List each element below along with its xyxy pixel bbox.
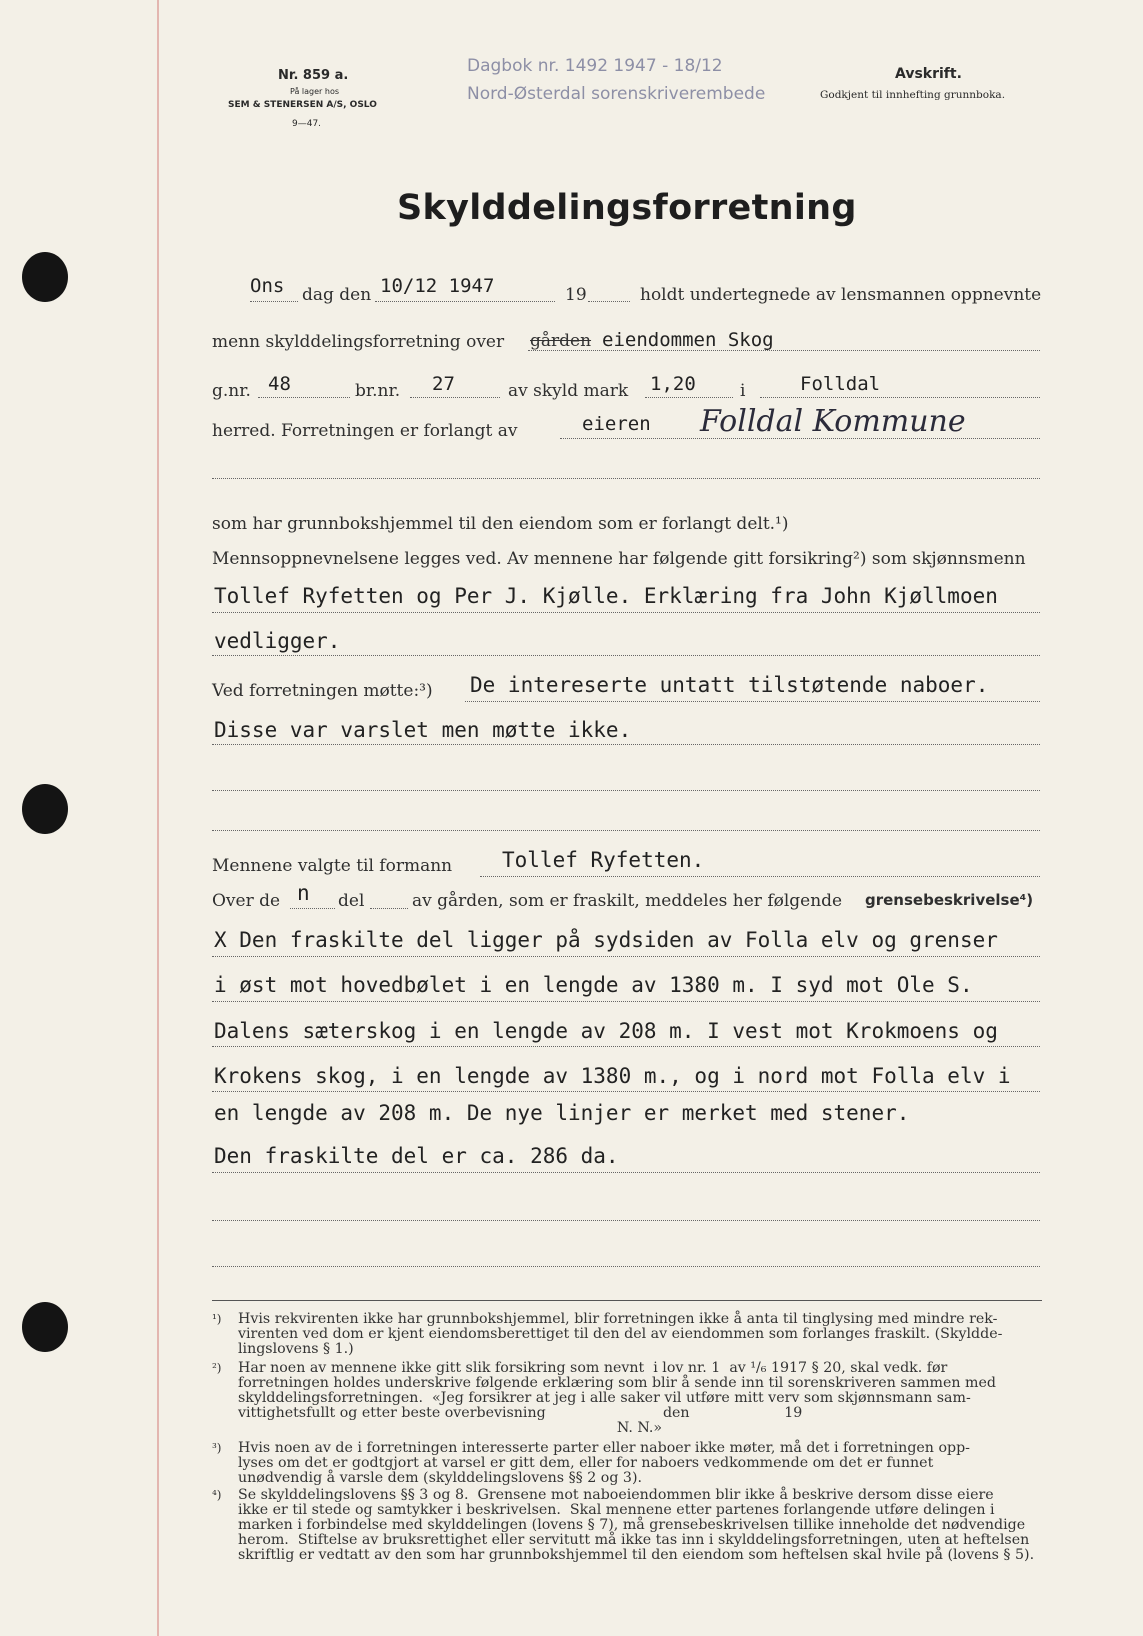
punch-hole [22, 252, 68, 302]
footnote-line: skylddelingsforretningen. «Jeg forsikrer at jeg i alle saker vil utføre mitt verv som skjønnsmann sam- [238, 1390, 971, 1406]
weekday-value: Ons [250, 275, 285, 297]
footnote-rule [212, 1300, 1042, 1301]
skyld-value: 1,20 [650, 373, 696, 395]
footnote-mark: ²) [212, 1361, 222, 1375]
fill-line [645, 397, 733, 398]
fill-line [212, 612, 1040, 613]
grense-text: av gården, som er fraskilt, meddeles her følgende [412, 891, 843, 911]
requester-value: eieren [582, 413, 651, 435]
experts-typed-2: vedligger. [214, 629, 341, 653]
page-title: Skylddelingsforretning [397, 188, 857, 228]
del-label: del [338, 891, 365, 911]
fill-line [250, 301, 298, 302]
fill-line [480, 876, 1040, 877]
experts-typed-1: Tollef Ryfetten og Per J. Kjølle. Erklæring fra John Kjøllmoen [214, 584, 998, 608]
footnote-line: virenten ved dom er kjent eiendomsberettiget til den del av eiendommen som forlanges fraskilt. (Skyldde- [238, 1326, 1003, 1342]
godkjent-label: Godkjent til innhefting grunnboka. [820, 89, 1006, 101]
line6-text: som har grunnbokshjemmel til den eiendom som er forlangt delt.¹) [212, 514, 789, 534]
footnote-line: Se skylddelingslovens §§ 3 og 8. Grensene mot naboeiendommen blir ikke å beskrive dersom disse eiere [238, 1487, 994, 1503]
footnote-mark: ¹) [212, 1312, 222, 1326]
grense-label: grensebeskrivelse⁴) [865, 891, 1034, 909]
description-line: Den fraskilte del er ca. 286 da. [214, 1144, 619, 1168]
fill-line [212, 655, 1040, 656]
footnote-line: forretningen holdes underskrive følgende erklæring som blir å sende inn til sorenskriveren sammen med [238, 1375, 996, 1391]
year-prefix: 19 [565, 285, 587, 305]
description-line: Dalens sæterskog i en lengde av 208 m. I vest mot Krokmoens og [214, 1019, 998, 1043]
fill-line [212, 830, 1040, 831]
brnr-label: br.nr. [355, 381, 401, 401]
punch-hole [22, 1302, 68, 1352]
footnote-line: lyses om det er godtgjort at varsel er gitt dem, eller for naboers vedkommende om det er funnet [238, 1455, 934, 1471]
footnote-line: Hvis noen av de i forretningen interesserte parter eller naboer ikke møter, må det i forretningen opp- [238, 1440, 970, 1456]
mote-value-2: Disse var varslet men møtte ikke. [214, 718, 632, 742]
fill-line [588, 301, 630, 302]
over-de-label: Over de [212, 891, 281, 911]
footnote-line: lingslovens § 1.) [238, 1341, 354, 1357]
fill-line [212, 1172, 1040, 1173]
kommune-value: Folldal [800, 373, 881, 395]
footnote-line: ikke er til stede og samtykker i beskrivelsen. Skal mennene etter partenes forlangende utføre delingen i [238, 1502, 995, 1518]
footnote-line: N. N.» [238, 1420, 663, 1436]
skyld-label: av skyld mark [508, 381, 629, 401]
mote-label: Ved forretningen møtte:³) [212, 681, 433, 701]
publisher-line: På lager hos [290, 87, 339, 96]
dag-den-label: dag den [302, 285, 372, 305]
del-value: n [297, 881, 310, 905]
mote-value: De intereserte untatt tilstøtende naboer. [470, 673, 989, 697]
fill-line [528, 350, 1040, 351]
footnote-line: Hvis rekvirenten ikke har grunnbokshjemmel, blir forretningen ikke å anta til tinglysing med mindre rek- [238, 1311, 998, 1327]
fill-line [375, 301, 555, 302]
fill-line [212, 1220, 1040, 1221]
footnote-line: marken i forbindelse med skylddelingen (lovens § 7), må grensebeskrivelsen tillike inneholde det nødvendige [238, 1517, 1026, 1533]
fill-line [212, 744, 1040, 745]
fill-line [212, 1266, 1040, 1267]
description-line: X Den fraskilte del ligger på sydsiden av Folla elv og grenser [214, 928, 998, 952]
formann-value: Tollef Ryfetten. [502, 848, 705, 872]
gnr-value: 48 [268, 373, 291, 395]
description-line: Krokens skog, i en lengde av 1380 m., og i nord mot Folla elv i [214, 1064, 1011, 1088]
journal-stamp: Dagbok nr. 1492 1947 - 18/12 [467, 56, 723, 76]
fill-line [212, 956, 1040, 957]
line4-label: herred. Forretningen er forlangt av [212, 421, 518, 441]
gnr-label: g.nr. [212, 381, 251, 401]
fill-line [212, 1001, 1040, 1002]
publisher-name: SEM & STENERSEN A/S, OSLO [228, 100, 377, 110]
footnote-line: skriftlig er vedtatt av den som har grunnbokshjemmel til den eiendom som heftelsen skal hvile på (lovens § 5). [238, 1547, 1035, 1563]
form-number: Nr. 859 a. [278, 68, 349, 83]
footnote-line: unødvendig å varsle dem (skylddelingslovens §§ 2 og 3). [238, 1470, 643, 1486]
struck-garden: gården [530, 331, 592, 351]
line2-label: menn skylddelingsforretning over [212, 332, 505, 352]
brnr-value: 27 [432, 373, 455, 395]
fill-line [370, 908, 408, 909]
footnote-mark: ³) [212, 1441, 222, 1455]
footnote-line: herom. Stiftelse av bruksrettighet eller servitutt må ikke tas inn i skylddelingsforretningen, uten at heftelsen [238, 1532, 1030, 1548]
footnote-line: Har noen av mennene ikke gitt slik forsikring som nevnt i lov nr. 1 av ¹/₆ 1917 § 20, skal vedk. før [238, 1360, 948, 1376]
date-value: 10/12 1947 [380, 275, 495, 297]
fill-line [410, 397, 500, 398]
fill-line [212, 790, 1040, 791]
line7-text: Mennsoppnevnelsene legges ved. Av mennene har følgende gitt forsikring²) som skjønnsmenn [212, 549, 1026, 569]
fill-line [212, 478, 1040, 479]
i-label: i [740, 381, 746, 401]
punch-hole [22, 784, 68, 834]
description-line: en lengde av 208 m. De nye linjer er merket med stener. [214, 1101, 910, 1125]
fill-line [212, 1046, 1040, 1047]
requester-signature: Folldal Kommune [700, 404, 966, 439]
fill-line [560, 438, 1040, 439]
footnote-mark: ⁴) [212, 1488, 222, 1502]
line1-text: holdt undertegnede av lensmannen oppnevnte [640, 285, 1042, 305]
publisher-date: 9—47. [292, 119, 322, 129]
fill-line [290, 908, 335, 909]
property-value: eiendommen Skog [602, 329, 774, 351]
court-stamp: Nord-Østerdal sorenskriverembede [467, 84, 766, 104]
fill-line [258, 397, 350, 398]
margin-line [157, 0, 159, 1636]
avskrift-label: Avskrift. [895, 66, 962, 82]
fill-line [212, 1091, 1040, 1092]
formann-label: Mennene valgte til formann [212, 856, 453, 876]
description-line: i øst mot hovedbølet i en lengde av 1380 m. I syd mot Ole S. [214, 973, 973, 997]
fill-line [465, 701, 1040, 702]
footnote-4 [212, 1488, 1042, 1610]
fill-line [760, 397, 1040, 398]
footnote-line: vittighetsfullt og etter beste overbevisning den 19 [238, 1405, 803, 1421]
